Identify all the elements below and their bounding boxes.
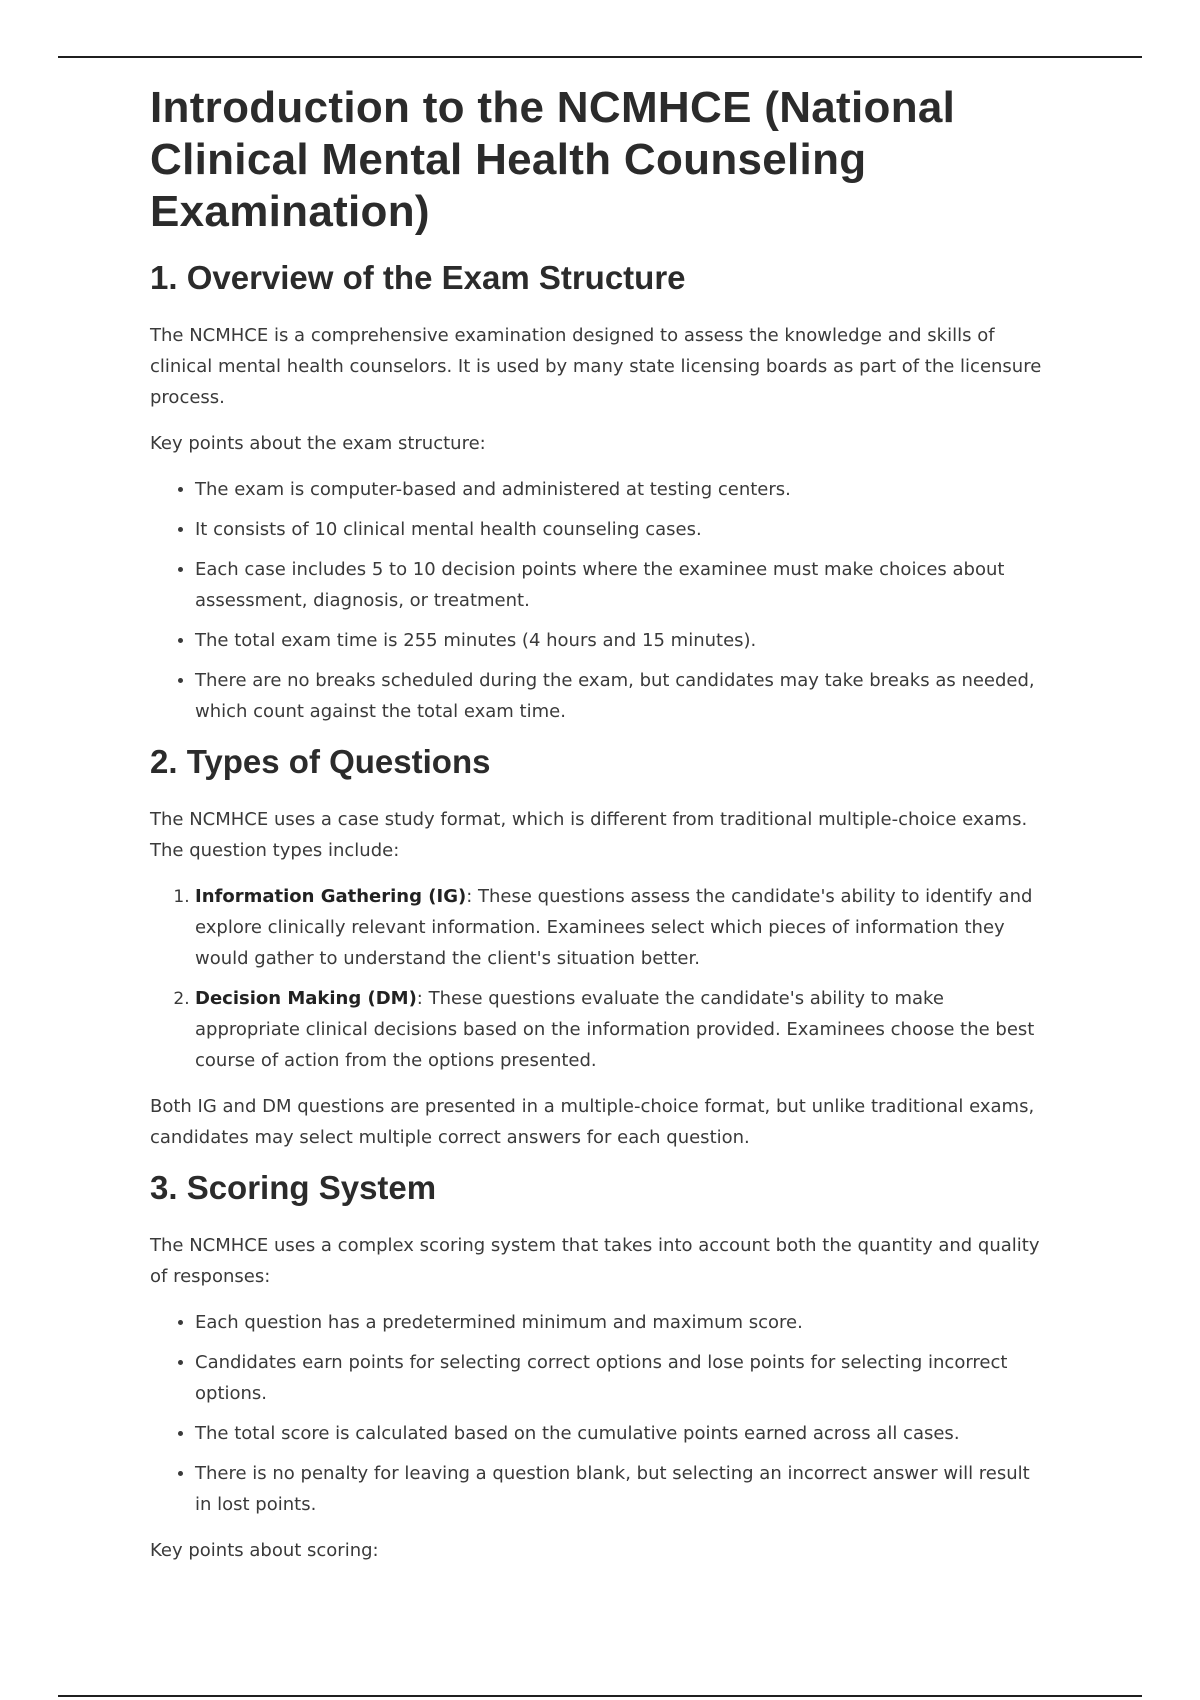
top-divider [58,56,1142,58]
bottom-divider [58,1695,1142,1697]
section-question-types [150,742,1050,1153]
numbered-list [150,881,1050,1076]
section-lead: Key points about the exam structure: [150,433,486,454]
section-lead: Key points about scoring: [150,1540,379,1561]
section-intro: The NCMHCE uses a complex scoring system that takes into account both the quantity and quality of responses: [150,1235,1040,1287]
section-scoring [150,1168,1050,1566]
list-item: • It consists of 10 clinical mental health counseling cases. [195,514,1050,545]
section-outro: Both IG and DM questions are presented in a multiple-choice format, but unlike traditional exams, candidates may select multiple correct answers for each question. [150,1096,1035,1148]
section-heading: 3. Scoring System [150,1169,437,1206]
section-heading: 2. Types of Questions [150,743,491,780]
section-overview [150,258,1050,727]
list-item: • There is no penalty for leaving a question blank, but selecting an incorrect answer will result in lost points. [195,1458,1050,1520]
section-intro: The NCMHCE is a comprehensive examination designed to assess the knowledge and skills of clinical mental health counselors. It is used by many state licensing boards as part of the licensure process. [150,325,1042,408]
list-item: • The total exam time is 255 minutes (4 hours and 15 minutes). [195,625,1050,656]
list-item: • Each case includes 5 to 10 decision points where the examinee must make choices about assessment, diagnosis, or treatment. [195,554,1050,616]
document-page [150,74,1050,1581]
document-title: Introduction to the NCMHCE (National Clinical Mental Health Counseling Examination) [150,83,956,236]
bullet-list [150,1307,1050,1520]
list-item [195,983,1050,1076]
item-text: : These questions evaluate the candidate's ability to make appropriate clinical decisions based on the information provided. Examinees choose the best course of action from the options presented. [195,988,1035,1071]
list-item: • The exam is computer-based and administered at testing centers. [195,474,1050,505]
list-item: • Candidates earn points for selecting correct options and lose points for selecting incorrect options. [195,1347,1050,1409]
section-heading: 1. Overview of the Exam Structure [150,259,686,296]
list-item: • There are no breaks scheduled during the exam, but candidates may take breaks as needed, which count against the total exam time. [195,665,1050,727]
item-term: Information Gathering (IG) [195,886,467,907]
list-item: • The total score is calculated based on the cumulative points earned across all cases. [195,1418,1050,1449]
item-term: Decision Making (DM) [195,988,417,1009]
list-item [195,881,1050,974]
bullet-list [150,474,1050,727]
item-text: : These questions assess the candidate's ability to identify and explore clinically relevant information. Examinees select which pieces of information they would gather to understand the client's situation better. [195,886,1033,969]
section-intro: The NCMHCE uses a case study format, which is different from traditional multiple-choice exams. The question types include: [150,809,1028,861]
list-item: • Each question has a predetermined minimum and maximum score. [195,1307,1050,1338]
